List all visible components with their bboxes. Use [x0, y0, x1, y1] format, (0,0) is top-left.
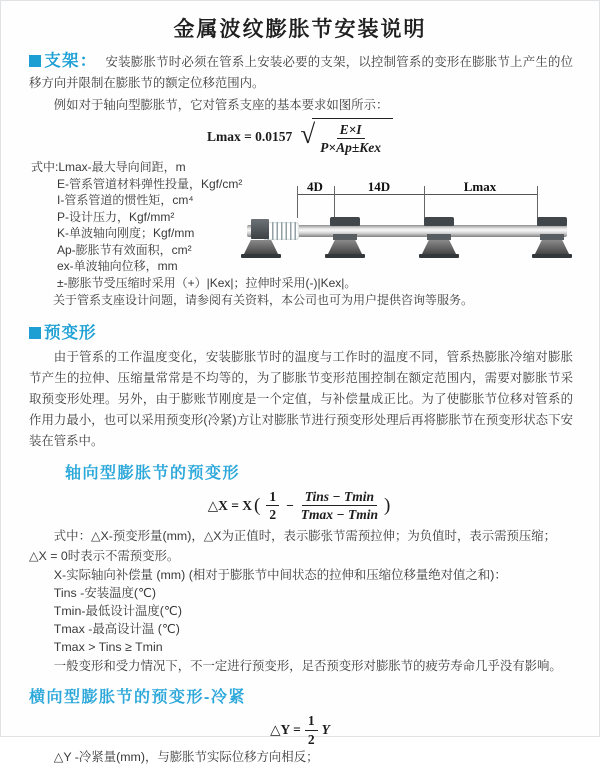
dimension-line: [297, 194, 537, 195]
support-foot: [535, 240, 569, 254]
close-paren: ): [383, 494, 391, 516]
dimension-tick: [297, 186, 298, 218]
dimension-tick: [424, 186, 425, 218]
formula-dy-lhs: △Y =: [270, 722, 301, 738]
support-intro-paragraph: [29, 51, 573, 94]
lateral-subsection-heading: 横向型膨胀节的预变形-冷紧: [29, 689, 246, 707]
variable-item: I-管系管道的惯性矩，cm⁴: [57, 193, 194, 208]
predeform-body-paragraph: 由于管系的工作温度变化，安装膨胀节时的温度与工作时的温度不同，管系热膨胀冷缩对膨胀节产生的拉伸、压缩量常常是不均等的，为了膨胀节变形范围控制在额定范围内，需要对膨胀节采取预变形处理。另外，由于膨账节刚度是一个定值，与补偿量成正比。为了使膨胀节位移对管系的作用力最小，也可以采用预变形(冷紧)方让对膨胀节进行预变形处理后再将膨胀节在预变形状态下安装在管系中。: [29, 350, 573, 449]
predeform-section-heading: 预变形: [29, 319, 573, 343]
axial-note: X-实际轴向补偿量 (mm) (相对于膨胀节中间状态的拉伸和压缩位移量绝对值之和)：: [53, 568, 507, 583]
dy-half-numerator: 1: [305, 713, 318, 730]
support-saddle: [424, 217, 454, 226]
temp-frac-denominator: Tmax − Tmin: [300, 507, 378, 523]
section-marker-icon: [29, 327, 41, 339]
formula-delta-y: [1, 713, 599, 746]
page-title: 金属波纹膨胀节安装说明: [173, 18, 427, 41]
dimension-tick: [334, 186, 335, 218]
guide-support: [532, 217, 572, 269]
dimension-tick: [537, 186, 538, 218]
support-base: [419, 254, 459, 258]
variable-item: Ap-膨胀节有效面积，cm²: [57, 242, 192, 257]
dy-half-denominator: 2: [307, 731, 315, 747]
guide-support: [325, 217, 365, 269]
support-foot: [244, 240, 278, 254]
support-clamp: [540, 234, 564, 240]
formula-lmax: [1, 118, 599, 155]
support-foot: [422, 240, 456, 254]
formula-delta-x: [1, 489, 599, 522]
support-example-line: 例如对于轴向型膨胀节，它对管系支座的基本要求如图所示：: [53, 98, 389, 112]
support-saddle: [537, 217, 567, 226]
axial-note: Tmax -最高设计温 (℃): [53, 622, 180, 637]
half-denominator: 2: [269, 507, 277, 523]
axial-note: 式中：△X-预变形量(mm)，△X为正值时，表示膨张节需预拉伸；为负值时，表示需预压缩；△X = 0时表示不需预变形。: [29, 529, 557, 564]
pipe-support-diagram: [247, 179, 581, 279]
variable-item: 式中:Lmax-最大导向间距，m: [31, 160, 186, 175]
sqrt-radical: [300, 118, 393, 155]
formula-dx-lhs: △X = X: [207, 497, 253, 513]
support-foot: [328, 240, 362, 254]
axial-note: Tins -安装温度(℃): [53, 586, 157, 601]
formula-lmax-prefix: Lmax = 0.0157: [206, 128, 293, 144]
lateral-note: △Y -冷紧量(mm)，与膨胀节实际位移方向相反；: [53, 749, 319, 764]
guide-support: [419, 217, 459, 269]
support-block: [251, 219, 269, 239]
dim-label-14d: 14D: [367, 179, 391, 194]
open-paren: (: [254, 494, 261, 516]
support-clamp: [427, 234, 451, 240]
variable-item: E-管系管道材料弹性投量，Kgf/cm²: [57, 176, 243, 191]
axial-note: Tmin-最低设计温度(℃): [53, 604, 182, 619]
variable-item: ±-膨胀节受压缩时采用（+）|Kex|；拉伸时采用(-)|Kex|。: [57, 275, 357, 290]
axial-subsection-heading: 轴向型膨胀节的预变形: [65, 465, 241, 483]
support-base: [241, 254, 281, 258]
sqrt-sign-icon: √: [300, 119, 316, 150]
dim-label-lmax: Lmax: [463, 179, 497, 194]
support-intro-text: 安装膨胀节时必须在管系上安装必要的支架，以控制管系的变形在膨胀节上产生的位移方向并限制在膨胀节的额定位移范围内。: [29, 55, 574, 90]
variable-item: K-单波轴向刚度；Kgf/mm: [57, 226, 195, 241]
support-base: [325, 254, 365, 258]
half-numerator: 1: [266, 489, 279, 506]
dim-label-4d: 4D: [307, 179, 323, 194]
formula-lmax-numerator: E×I: [337, 122, 365, 139]
variable-item: P-设计压力，Kgf/mm²: [57, 209, 175, 224]
variable-item: ex-单波轴向位移，mm: [57, 259, 178, 274]
temp-frac-numerator: Tins − Tmin: [302, 489, 377, 506]
support-base: [532, 254, 572, 258]
minus-operator: −: [286, 497, 294, 513]
axial-note: Tmax > Tins ≥ Tmin: [53, 640, 163, 655]
support-saddle: [330, 217, 360, 226]
support-closing-line: 关于管系支座设计问题，请参阅有关资料，本公司也可为用户提供咨询等服务。: [53, 293, 474, 308]
formula-dy-rhs: Y: [321, 722, 330, 738]
section-heading-support: 支架：: [44, 52, 98, 70]
formula-lmax-denominator: P×Ap±Kex: [320, 140, 381, 156]
anchor-support: [241, 217, 281, 269]
support-clamp: [333, 234, 357, 240]
section-marker-icon: [29, 55, 41, 67]
axial-note: 一般变形和受力情况下，不一定进行预变形，足否预变形对膨胀节的疲劳寿命几乎没有影响。: [53, 659, 562, 674]
